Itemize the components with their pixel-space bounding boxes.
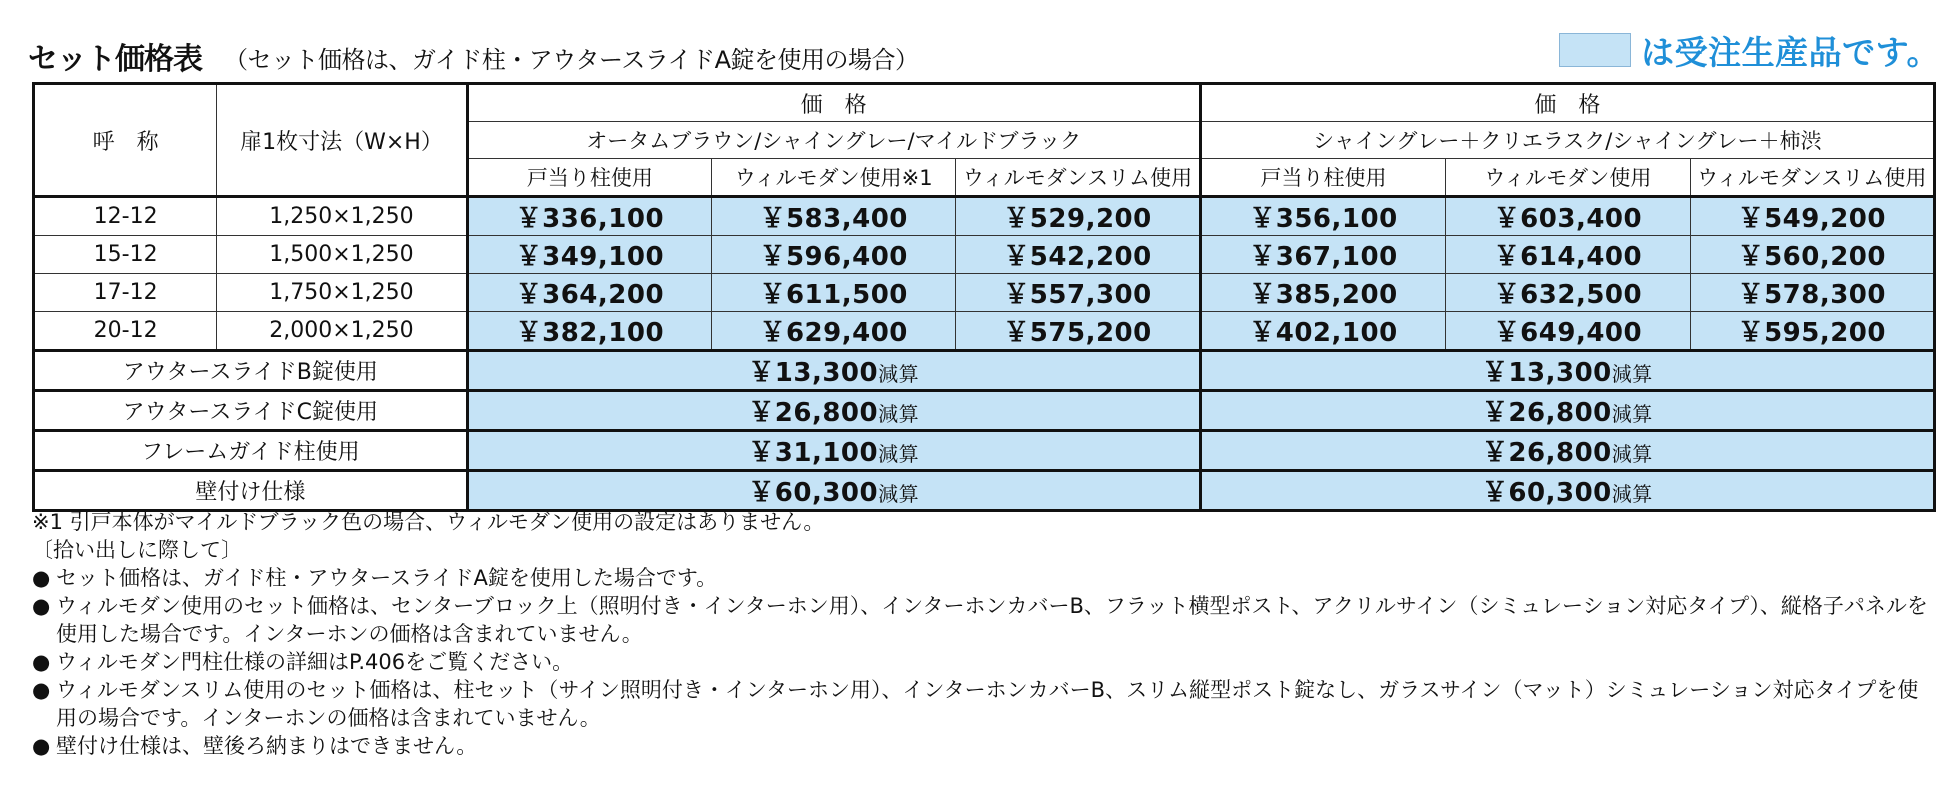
table-row xyxy=(34,197,1935,236)
legend-text: は受注生産品です。 xyxy=(1641,32,1940,72)
adjustment-label: アウタースライドC錠使用 xyxy=(34,391,468,431)
table-row xyxy=(34,274,1935,312)
adjustment-left: ￥60,300減算 xyxy=(467,471,1200,511)
price-cell: ￥611,500 xyxy=(712,274,956,312)
note-bullet: ● ウィルモダンスリム使用のセット価格は、柱セット（サイン照明付き・インターホン用）、インターホンカバーB、スリム縦型ポスト錠なし、ガラスサイン（マット）シミュレーション対応タイプを使用の場合です。インターホンの価格は含まれていません。 xyxy=(32,678,1919,730)
header-left-price: 価 格 xyxy=(467,84,1200,122)
adjustment-right: ￥26,800減算 xyxy=(1200,391,1934,431)
row-name: 20-12 xyxy=(34,312,217,351)
adjustment-right: ￥60,300減算 xyxy=(1200,471,1934,511)
price-table xyxy=(32,82,1936,512)
header-left-sub: ウィルモダン使用※1 xyxy=(712,159,956,197)
price-cell: ￥336,100 xyxy=(467,197,711,236)
note-bullet: ● 壁付け仕様は、壁後ろ納まりはできません。 xyxy=(32,734,478,758)
price-cell: ￥529,200 xyxy=(956,197,1200,236)
price-cell: ￥629,400 xyxy=(712,312,956,351)
price-cell: ￥382,100 xyxy=(467,312,711,351)
header-right-price: 価 格 xyxy=(1200,84,1934,122)
price-cell: ￥596,400 xyxy=(712,236,956,274)
table-row xyxy=(34,236,1935,274)
price-cell: ￥583,400 xyxy=(712,197,956,236)
adjustment-row xyxy=(34,471,1935,511)
adjustment-row xyxy=(34,351,1935,391)
price-cell: ￥557,300 xyxy=(956,274,1200,312)
row-name: 17-12 xyxy=(34,274,217,312)
adjustment-label: フレームガイド柱使用 xyxy=(34,431,468,471)
adjustment-right: ￥13,300減算 xyxy=(1200,351,1934,391)
row-size: 1,250×1,250 xyxy=(217,197,467,236)
page-title: セット価格表 xyxy=(28,42,202,77)
price-cell: ￥385,200 xyxy=(1200,274,1446,312)
header-left-colors: オータムブラウン/シャイングレー/マイルドブラック xyxy=(467,122,1200,159)
adjustment-left: ￥13,300減算 xyxy=(467,351,1200,391)
adjustment-row xyxy=(34,391,1935,431)
adjustment-row xyxy=(34,431,1935,471)
price-cell: ￥349,100 xyxy=(467,236,711,274)
price-cell: ￥614,400 xyxy=(1446,236,1690,274)
header-size: 扉1枚寸法（W×H） xyxy=(217,84,467,197)
row-size: 1,750×1,250 xyxy=(217,274,467,312)
price-cell: ￥364,200 xyxy=(467,274,711,312)
notes xyxy=(32,508,1932,760)
made-to-order-legend xyxy=(1559,30,1940,70)
price-cell: ￥402,100 xyxy=(1200,312,1446,351)
header-left-sub: 戸当り柱使用 xyxy=(467,159,711,197)
header-left-sub: ウィルモダンスリム使用 xyxy=(956,159,1200,197)
header-right-colors: シャイングレー＋クリエラスク/シャイングレー＋柿渋 xyxy=(1200,122,1934,159)
note-bullet: ● ウィルモダン門柱仕様の詳細はP.406をご覧ください。 xyxy=(32,650,574,674)
adjustment-left: ￥31,100減算 xyxy=(467,431,1200,471)
price-cell: ￥356,100 xyxy=(1200,197,1446,236)
row-name: 12-12 xyxy=(34,197,217,236)
row-size: 1,500×1,250 xyxy=(217,236,467,274)
price-cell: ￥560,200 xyxy=(1690,236,1934,274)
price-cell: ￥578,300 xyxy=(1690,274,1934,312)
price-cell: ￥575,200 xyxy=(956,312,1200,351)
row-name: 15-12 xyxy=(34,236,217,274)
price-cell: ￥549,200 xyxy=(1690,197,1934,236)
footnote: ※1 引戸本体がマイルドブラック色の場合、ウィルモダン使用の設定はありません。 xyxy=(32,510,825,534)
page-subtitle: （セット価格は、ガイド柱・アウタースライドA錠を使用の場合） xyxy=(224,46,919,74)
notes-section-title: 〔拾い出しに際して〕 xyxy=(32,538,242,562)
header-right-sub: ウィルモダン使用 xyxy=(1446,159,1690,197)
adjustment-right: ￥26,800減算 xyxy=(1200,431,1934,471)
adjustment-left: ￥26,800減算 xyxy=(467,391,1200,431)
header-name: 呼 称 xyxy=(34,84,217,197)
row-size: 2,000×1,250 xyxy=(217,312,467,351)
note-bullet: ● セット価格は、ガイド柱・アウタースライドA錠を使用した場合です。 xyxy=(32,566,718,590)
price-cell: ￥367,100 xyxy=(1200,236,1446,274)
price-cell: ￥595,200 xyxy=(1690,312,1934,351)
price-cell: ￥632,500 xyxy=(1446,274,1690,312)
header-right-sub: ウィルモダンスリム使用 xyxy=(1690,159,1934,197)
price-cell: ￥649,400 xyxy=(1446,312,1690,351)
price-cell: ￥603,400 xyxy=(1446,197,1690,236)
header-right-sub: 戸当り柱使用 xyxy=(1200,159,1446,197)
price-cell: ￥542,200 xyxy=(956,236,1200,274)
adjustment-label: 壁付け仕様 xyxy=(34,471,468,511)
table-row xyxy=(34,312,1935,351)
note-bullet: ● ウィルモダン使用のセット価格は、センターブロック上（照明付き・インターホン用）、インターホンカバーB、フラット横型ポスト、アクリルサイン（シミュレーション対応タイプ）、縦格子パネルを使用した場合です。インターホンの価格は含まれていません。 xyxy=(32,594,1928,646)
title-bar xyxy=(28,30,1940,78)
legend-swatch xyxy=(1559,33,1631,67)
adjustment-label: アウタースライドB錠使用 xyxy=(34,351,468,391)
